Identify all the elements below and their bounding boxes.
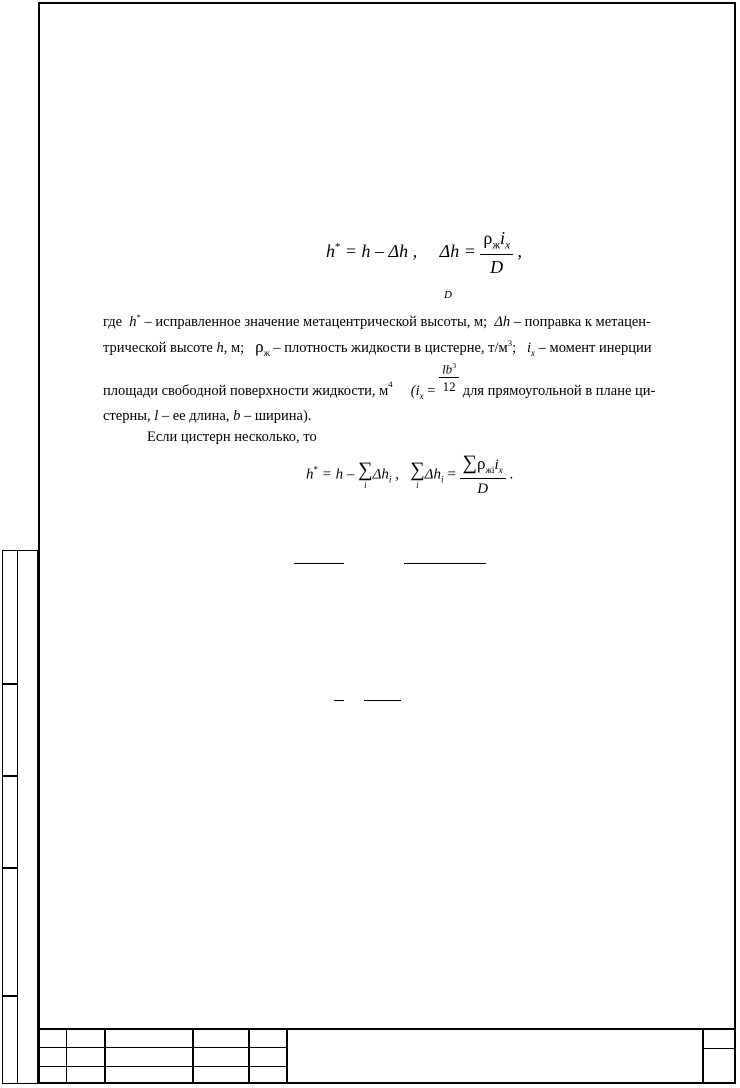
f2-num-i-sub: x [498,466,503,476]
p2-b: м; [230,340,245,356]
formula1-rhs: = h – Δh , [344,240,418,261]
p2-i: i [526,340,532,356]
p3-a: площади свободной поверхности жидкости, м [103,383,389,399]
p3-fraction [439,362,459,393]
p1-star: * [136,312,141,322]
f2-num-sum: ∑ [462,452,477,474]
f2-dh1: Δh [372,466,389,483]
p2-c-sup: 3 [507,338,513,349]
stamp-sheet-line [702,1048,736,1049]
f2-sum-2 [410,460,424,489]
side-strip [18,550,38,1084]
f2-dh2: Δh [424,466,441,483]
page-frame [38,2,736,1084]
f2-eq2: = [447,466,456,483]
side-box-1 [2,550,18,684]
p1-b: – исправленное значение метацентрической высоты, м; [144,313,488,330]
blank-fraction-line-4 [364,700,401,701]
f2-dh1-sub: i [388,475,392,486]
p1-c: – поправка к метацен- [513,313,651,330]
f2-fraction [460,452,506,498]
side-box-4 [2,868,18,996]
stamp-col-2 [104,1028,106,1084]
formula1-fraction [480,228,513,278]
formula1-i: i [500,228,506,248]
blank-fraction-line-2 [404,563,486,564]
f2-sum-2-sign: ∑ [410,459,425,482]
f2-den: D [477,481,489,497]
p4-b: – ее длина, [161,408,230,424]
p1-dh: Δh [494,313,511,330]
formula1-i-sub: x [505,239,511,252]
blank-fraction-line-1 [294,563,344,564]
blank-fraction-line-3 [334,700,344,701]
formula1-tail: , [517,240,523,261]
f2-star: * [313,464,318,475]
formula1-star: * [335,240,341,253]
f2-h: h [306,466,314,483]
stamp-col-3 [192,1028,194,1084]
stamp-top-line [38,1028,736,1030]
p2-h: h, [216,340,228,356]
p3-num: lb [442,361,453,377]
f2-comma: , [395,466,399,483]
p2-c: – плотность жидкости в цистерне, т/м [273,340,508,356]
p2-rho-sub: ж [263,347,270,358]
p3-eq: = [427,383,436,399]
stray-glyph: D [444,289,452,301]
formula1-den: D [490,256,504,277]
formula-metacentric-correction [326,228,522,278]
formula1-rho-sub: ж [492,239,501,252]
p3-b: для прямоугольной в плане ци- [462,383,656,399]
p4-l: l [154,408,159,424]
para-line-2 [103,338,651,358]
p1-a: где [103,313,123,330]
formula-multiple-tanks [306,452,513,498]
f2-num-i: i [494,457,499,473]
stamp-col-5 [286,1028,288,1084]
para-line-3 [103,361,656,401]
formula1-dh: Δh = [439,240,476,261]
para-2: Если цистерн несколько, то [147,429,317,445]
p3-i-sub: x [419,390,424,401]
stamp-col-6 [702,1028,704,1084]
f2-num-rho-sub: жi [485,466,495,476]
side-box-5 [2,996,18,1084]
stamp-col-1 [66,1028,67,1084]
f2-sum-1 [358,460,372,489]
p1-h: h [129,313,137,330]
p4-a: стерны, [103,408,151,424]
formula1-h: h [326,240,335,261]
p3-num-sup: 3 [452,361,457,370]
p3-den: 12 [442,379,456,395]
f2-sum-1-idx: i [364,479,367,490]
p3-sup: 4 [388,379,393,390]
side-box-3 [2,776,18,868]
f2-dh2-sub: i [440,475,444,486]
p2-rho: ρ [255,337,264,356]
side-box-2 [2,684,18,776]
p4-c: – ширина). [243,408,312,424]
f2-num-rho: ρ [476,454,486,473]
stamp-col-4 [248,1028,250,1084]
p2-i-sub: x [531,347,536,358]
p2-d: ; [512,340,517,356]
f2-eq1: = h – [321,466,355,483]
f2-tail: . [509,466,514,483]
p4-bb: b [233,408,241,424]
p2-e: – момент инерции [538,340,652,356]
formula1-rho: ρ [483,228,493,248]
p2-a: трической высоте [103,340,213,356]
p3-open: (i [410,383,420,399]
f2-sum-2-idx: i [416,479,419,490]
f2-sum-1-sign: ∑ [358,459,373,482]
para-line-1 [103,313,651,329]
para-line-4 [103,409,311,424]
